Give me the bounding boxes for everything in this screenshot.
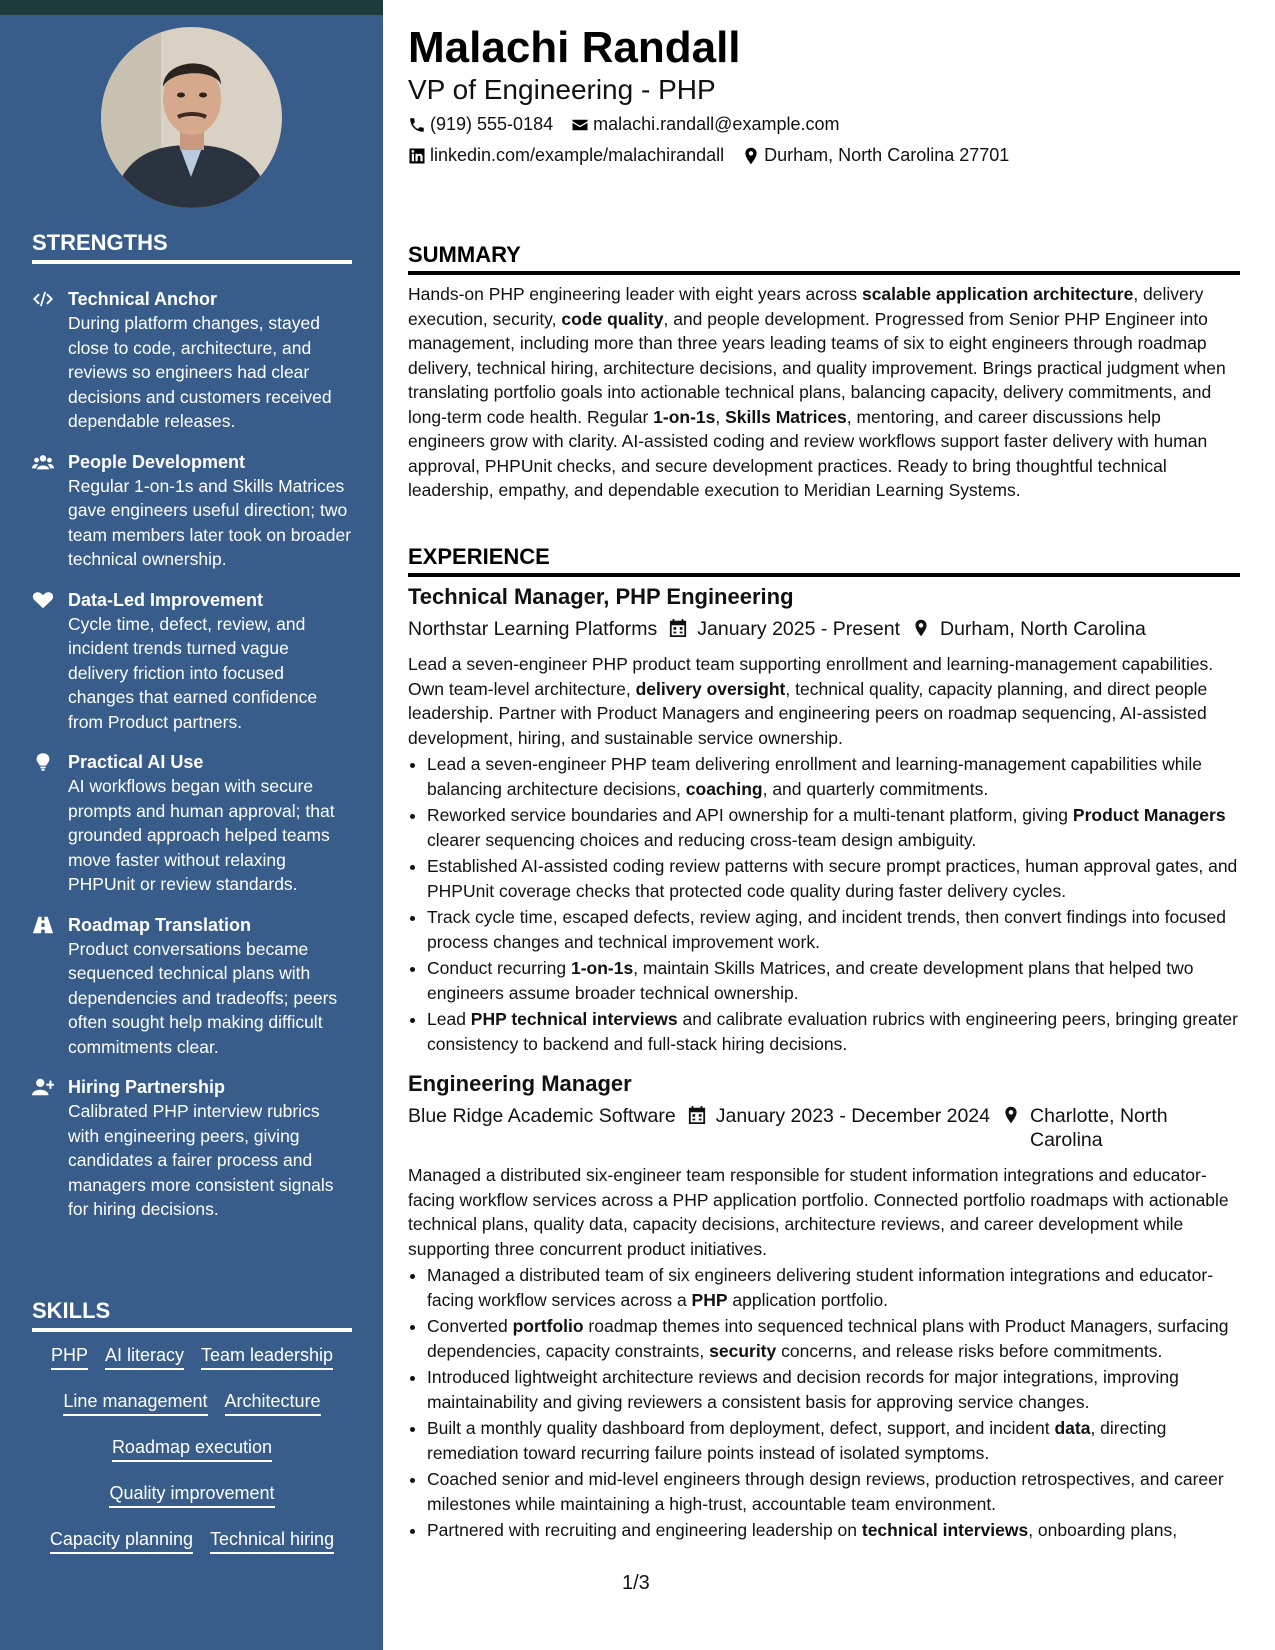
job-description bbox=[408, 652, 1240, 750]
strengths-list bbox=[32, 287, 352, 1238]
strength-text: Cycle time, defect, review, and incident trends turned vague delivery friction into focused changes that earned confidence from Product partners. bbox=[68, 613, 318, 732]
skill-tag: Architecture bbox=[225, 1390, 321, 1416]
summary-bold: 1-on-1s bbox=[653, 406, 716, 427]
summary-text bbox=[408, 282, 1240, 503]
calendar-icon bbox=[688, 1105, 706, 1125]
job-meta bbox=[408, 1104, 1240, 1152]
bullet-item: • Track cycle time, escaped defects, review aging, and incident trends, then convert findings into focused process changes and technical improvement work. bbox=[427, 905, 1259, 954]
strength-item bbox=[32, 450, 352, 572]
job-meta bbox=[408, 617, 1240, 641]
contact-row-2 bbox=[408, 145, 1027, 166]
summary-bold: code quality bbox=[561, 308, 664, 329]
summary-text-part: Hands-on PHP engineering leader with eight years across bbox=[408, 284, 862, 304]
road-icon bbox=[32, 913, 68, 1060]
desc-bold: delivery oversight bbox=[635, 678, 786, 699]
user-plus-icon bbox=[32, 1075, 68, 1222]
job-bullets bbox=[408, 1263, 1259, 1545]
strength-title: Data-Led Improvement bbox=[68, 589, 264, 610]
contact-row-1 bbox=[408, 114, 857, 135]
strength-text: Calibrated PHP interview rubrics with engineering peers, giving candidates a fairer process and managers more consistent signals for hiring decisions. bbox=[68, 1101, 334, 1219]
summary-text-part: , and people development. Progressed from Senior PHP Engineer into management, including more than three years leading teams of six to eight engineers through roadmap delivery, technical hiring, architecture decisions, and quality improvement. Brings practical judgment when translating portfolio goals into actionable technical plans, balancing capacity, delivery commitments, and long-term code health. Regular bbox=[408, 308, 1226, 427]
heart-icon bbox=[32, 588, 68, 735]
company: Northstar Learning Platforms bbox=[408, 618, 658, 640]
strength-title: Technical Anchor bbox=[68, 289, 218, 309]
email[interactable]: malachi.randall@example.com bbox=[593, 114, 840, 134]
skill-tag: Capacity planning bbox=[50, 1528, 193, 1554]
page-number: 1/3 bbox=[622, 1572, 650, 1594]
bullet-item: • Converted portfolio roadmap themes into sequenced technical plans with Product Managers, surfacing dependencies, capacity constraints, security concerns, and release risks before commitments. bbox=[427, 1314, 1259, 1363]
strength-text: During platform changes, stayed close to code, architecture, and reviews so engineers had clear decisions and customers received dependable releases. bbox=[68, 313, 332, 431]
summary-text-part: , bbox=[715, 406, 726, 427]
job-location: Charlotte, North Carolina bbox=[1029, 1105, 1168, 1151]
job-role: Technical Manager, PHP Engineering bbox=[408, 584, 794, 609]
skill-tag: Technical hiring bbox=[210, 1528, 334, 1554]
users-icon bbox=[32, 450, 68, 572]
experience-heading: EXPERIENCE bbox=[408, 544, 1240, 577]
strength-item bbox=[32, 1075, 352, 1222]
sidebar-top-bar bbox=[0, 0, 383, 15]
dates: January 2023 - December 2024 bbox=[715, 1105, 990, 1127]
lightbulb-icon bbox=[32, 750, 68, 897]
summary-bold: Skills Matrices bbox=[725, 406, 847, 427]
bullet-item: • Lead PHP technical interviews and calibrate evaluation rubrics with engineering peers, bringing greater consistency to backend and full-stack hiring decisions. bbox=[427, 1007, 1259, 1056]
linkedin-link[interactable]: linkedin.com/example/malachirandall bbox=[430, 145, 725, 165]
skill-tag: Team leadership bbox=[201, 1344, 333, 1370]
calendar-icon bbox=[669, 618, 687, 638]
strength-item bbox=[32, 750, 352, 897]
summary-text-part: , delivery execution, security, bbox=[408, 284, 1204, 329]
envelope-icon bbox=[571, 116, 589, 134]
bullet-item: • Lead a seven-engineer PHP team delivering enrollment and learning-management capabilities while balancing architecture decisions, coaching, and quarterly commitments. bbox=[427, 752, 1259, 801]
job-location: Durham, North Carolina bbox=[939, 618, 1146, 640]
code-icon bbox=[32, 287, 68, 434]
bullet-item: • Established AI-assisted coding review patterns with secure prompt practices, human approval gates, and PHPUnit coverage checks that protected code quality during faster delivery cycles. bbox=[427, 854, 1259, 903]
desc-part: Lead a seven-engineer PHP product team supporting enrollment and learning-management capabilities. Own team-level architecture, bbox=[408, 654, 1214, 699]
bullet-item: • Introduced lightweight architecture reviews and decision records for major integrations, improving maintainability and giving reviewers a consistent basis for approving service changes. bbox=[427, 1365, 1259, 1414]
skills-heading: SKILLS bbox=[32, 1298, 352, 1332]
strength-title: People Development bbox=[68, 451, 246, 472]
strength-title: Practical AI Use bbox=[68, 752, 204, 772]
summary-bold: scalable application architecture bbox=[861, 284, 1134, 304]
strength-title: Roadmap Translation bbox=[68, 914, 252, 935]
bullet-item: • Reworked service boundaries and API ownership for a multi-tenant platform, giving Product Managers clearer sequencing choices and reducing cross-team design ambiguity. bbox=[427, 803, 1259, 852]
skills-list bbox=[32, 1344, 352, 1554]
desc-part: , technical quality, capacity planning, and direct people leadership. Partner with Product Managers and engineering peers on roadmap sequencing, AI-assisted development, hiring, and sustainable service ownership. bbox=[408, 678, 1208, 748]
strength-text: Product conversations became sequenced technical plans with dependencies and tradeoffs; peers often sought help making difficult commitments clear. bbox=[68, 938, 338, 1057]
phone[interactable]: (919) 555-0184 bbox=[430, 114, 554, 134]
bullet-item: • Coached senior and mid-level engineers through design reviews, production retrospectives, and career milestones while maintaining a high-trust, accountable team environment. bbox=[427, 1467, 1259, 1516]
map-pin-icon bbox=[912, 618, 930, 638]
bullet-item: • Managed a distributed team of six engineers delivering student information integrations and educator-facing workflow services across a PHP application portfolio. bbox=[427, 1263, 1259, 1312]
strength-item bbox=[32, 913, 352, 1060]
linkedin-icon bbox=[408, 147, 426, 165]
bullet-item: • Built a monthly quality dashboard from deployment, defect, support, and incident data, directing remediation toward recurring failure points instead of isolated symptoms. bbox=[427, 1416, 1259, 1465]
job-role: Engineering Manager bbox=[408, 1071, 632, 1096]
strength-item bbox=[32, 588, 352, 735]
strengths-heading: STRENGTHS bbox=[32, 230, 352, 264]
phone-icon bbox=[408, 116, 426, 134]
skill-tag: Quality improvement bbox=[109, 1482, 274, 1508]
map-pin-icon bbox=[1002, 1105, 1020, 1125]
job-title: VP of Engineering - PHP bbox=[408, 74, 716, 105]
job-bullets bbox=[408, 752, 1259, 1058]
company: Blue Ridge Academic Software bbox=[408, 1105, 676, 1127]
skill-tag: Roadmap execution bbox=[112, 1436, 272, 1462]
skill-tag: PHP bbox=[51, 1344, 88, 1370]
dates: January 2025 - Present bbox=[697, 618, 900, 640]
skill-tag: Line management bbox=[63, 1390, 207, 1416]
strength-text: Regular 1-on-1s and Skills Matrices gave engineers useful direction; two team members later took on broader technical ownership. bbox=[68, 475, 352, 569]
summary-heading: SUMMARY bbox=[408, 242, 1240, 275]
strength-text: AI workflows began with secure prompts and human approval; that grounded approach helped teams move faster without relaxing PHPUnit or review standards. bbox=[68, 776, 335, 894]
bullet-item: • Partnered with recruiting and engineering leadership on technical interviews, onboarding plans, bbox=[427, 1518, 1259, 1543]
map-pin-icon bbox=[742, 147, 760, 165]
strength-item bbox=[32, 287, 352, 434]
job-description: Managed a distributed six-engineer team responsible for student information integrations and educator-facing workflow services across a PHP application portfolio. Connected portfolio roadmaps with actionable technical plans, quality data, capacity decisions, architecture reviews, and career development while supporting three concurrent product initiatives. bbox=[408, 1165, 1229, 1259]
summary-text-part: , mentoring, and career discussions help engineers grow with clarity. AI-assisted coding and review workflows support faster delivery with human approval, PHPUnit checks, and secure development practices. Ready to bring thoughtful technical leadership, empathy, and dependable execution to Meridian Learning Systems. bbox=[408, 406, 1208, 500]
bullet-item: • Conduct recurring 1-on-1s, maintain Skills Matrices, and create development plans that helped two engineers assume broader technical ownership. bbox=[427, 956, 1259, 1005]
candidate-name: Malachi Randall bbox=[408, 23, 741, 72]
location: Durham, North Carolina 27701 bbox=[764, 145, 1010, 165]
skill-tag: AI literacy bbox=[105, 1344, 184, 1370]
avatar bbox=[101, 27, 282, 208]
strength-title: Hiring Partnership bbox=[68, 1077, 226, 1097]
